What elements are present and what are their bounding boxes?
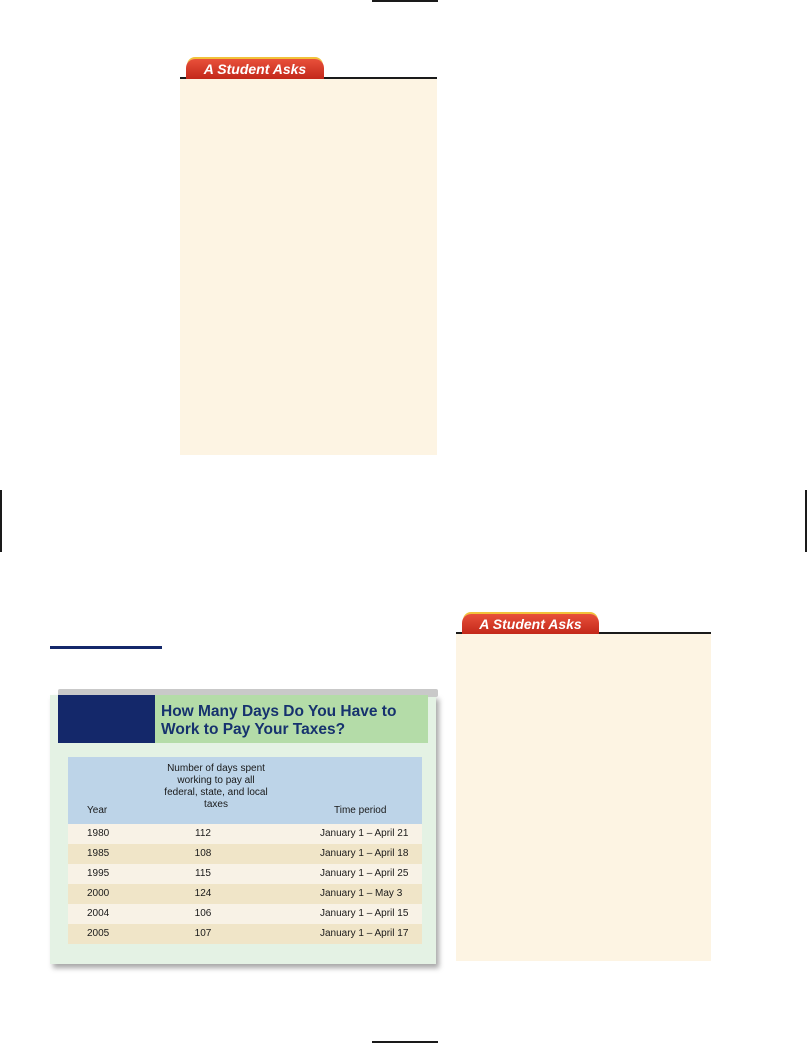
top-margin-rule — [372, 0, 438, 2]
cell-days: 106 — [194, 908, 212, 919]
cell-period: January 1 – April 21 — [320, 828, 409, 839]
column-header-days: Number of days spent working to pay all federal, state, and local taxes — [164, 763, 268, 810]
student-asks-tab-bottom: A Student Asks — [462, 614, 599, 634]
cell-year: 2005 — [87, 928, 110, 939]
table-body — [68, 824, 422, 944]
table-row — [68, 904, 422, 924]
student-asks-box-bottom — [456, 633, 711, 961]
table-title-band — [155, 695, 428, 743]
cell-year: 1985 — [87, 848, 110, 859]
cell-year: 1980 — [87, 828, 110, 839]
table-row — [68, 844, 422, 864]
cell-period: January 1 – April 17 — [320, 928, 409, 939]
cell-days: 115 — [195, 868, 211, 879]
cell-days: 124 — [194, 888, 212, 899]
left-edge-rule — [0, 490, 2, 552]
section-heading-rule — [50, 646, 162, 649]
table-row — [68, 864, 422, 884]
cell-days: 112 — [195, 828, 211, 839]
cell-year: 1995 — [87, 868, 110, 879]
table-title: How Many Days Do You Have to Work to Pay Your Taxes? — [161, 703, 397, 738]
column-header-period: Time period — [334, 805, 387, 816]
cell-period: January 1 – April 15 — [320, 908, 409, 919]
student-asks-box-top — [180, 78, 437, 455]
table-row — [68, 924, 422, 944]
cell-period: January 1 – April 18 — [320, 848, 409, 859]
student-asks-tab-top: A Student Asks — [186, 59, 324, 79]
table-row — [68, 884, 422, 904]
cell-year: 2004 — [87, 908, 110, 919]
cell-period: January 1 – May 3 — [320, 888, 403, 899]
cell-period: January 1 – April 25 — [320, 868, 409, 879]
cell-days: 108 — [194, 848, 212, 859]
column-header-year: Year — [87, 805, 108, 816]
table-label-block — [58, 695, 155, 743]
table-row — [68, 824, 422, 844]
taxes-table-card — [50, 695, 436, 964]
cell-days: 107 — [194, 928, 212, 939]
cell-year: 2000 — [87, 888, 110, 899]
table-column-header — [68, 757, 422, 824]
